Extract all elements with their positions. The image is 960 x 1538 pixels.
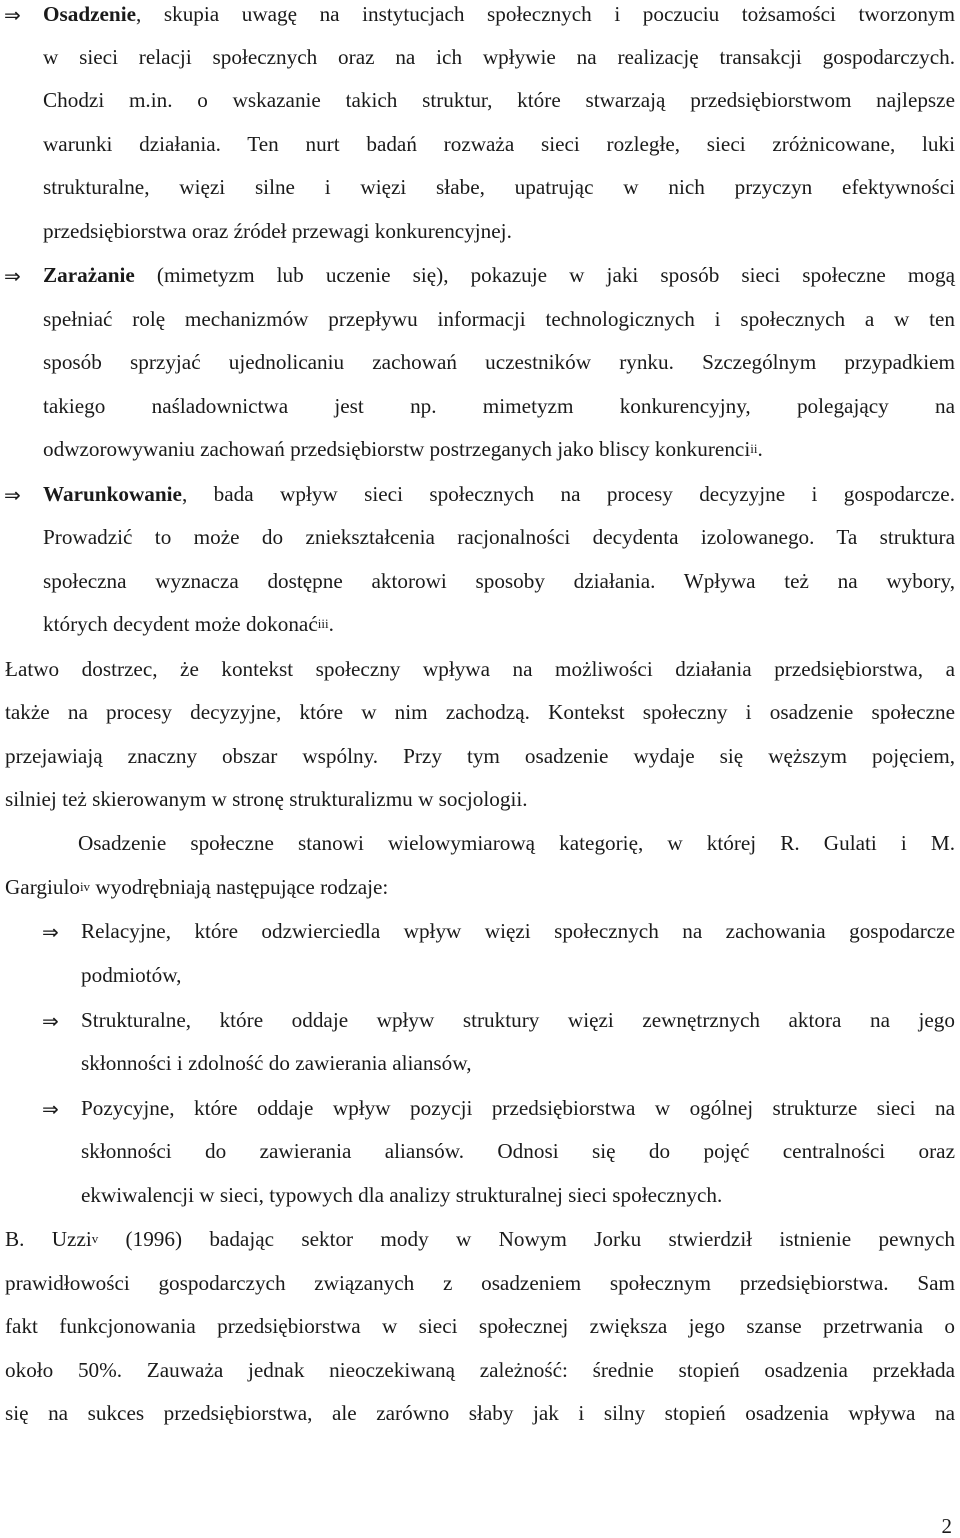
line-text: warunki działania. Ten nurt badań rozważa sieci rozległe, sieci zróżnicowane, luki xyxy=(43,132,955,156)
text-line xyxy=(43,349,955,375)
line-text: takiego naśladownictwa jest np. mimetyzm konkurencyjny, polegający na xyxy=(43,394,955,418)
line-text: strukturalne, więzi silne i więzi słabe, upatrując w nich przyczyn efektywności xyxy=(43,175,955,199)
line-text: społeczna wyznacza dostępne aktorowi sposoby działania. Wpływa też na wybory, xyxy=(43,569,955,593)
text-line xyxy=(5,786,528,812)
text-line xyxy=(81,1050,472,1076)
line-text: ekwiwalencji w sieci, typowych dla analizy strukturalnej sieci społecznych. xyxy=(81,1183,723,1207)
text-line xyxy=(81,1182,722,1208)
line-text: przedsiębiorstwa oraz źródeł przewagi konkurencyjnej. xyxy=(43,219,512,243)
line-text: Prowadzić to może do zniekształcenia racjonalności decydenta izolowanego. Ta struktura xyxy=(43,525,955,549)
line-text: Chodzi m.in. o wskazanie takich struktur, które stwarzają przedsiębiorstwom najlepsze xyxy=(43,88,955,112)
text-line xyxy=(43,481,955,507)
line-text: , skupia uwagę na instytucjach społecznych i poczuciu tożsamości tworzonym xyxy=(136,2,955,26)
text-line xyxy=(43,393,955,419)
text-line xyxy=(81,1095,955,1121)
text-line xyxy=(5,1313,955,1339)
text-line xyxy=(78,830,955,856)
bold-term: Osadzenie xyxy=(43,2,136,26)
line-text: których decydent może dokonać xyxy=(43,612,318,636)
line-text: . xyxy=(757,437,763,461)
text-line xyxy=(5,1357,955,1383)
line-text: także na procesy decyzyjne, które w nim zachodzą. Kontekst społeczny i osadzenie społeczne xyxy=(5,700,955,724)
line-text: około 50%. Zauważa jednak nieoczekiwaną zależność: średnie stopień osadzenia przekłada xyxy=(5,1358,955,1382)
text-line xyxy=(43,568,955,594)
line-text: . xyxy=(328,612,334,636)
line-text: spełniać rolę mechanizmów przepływu informacji technologicznych i społecznych a w ten xyxy=(43,307,955,331)
line-text: Relacyjne, które odzwierciedla wpływ więzi społecznych na zachowania gospodarcze xyxy=(81,919,955,943)
line-text: Gargiulo xyxy=(5,875,80,899)
line-text: , bada wpływ sieci społecznych na procesy decyzyjne i gospodarcze. xyxy=(181,482,955,506)
text-line xyxy=(43,306,955,332)
text-line xyxy=(5,874,388,900)
footnote-reference[interactable]: ii xyxy=(750,441,758,456)
text-line xyxy=(43,1,955,27)
footnote-reference[interactable]: iii xyxy=(317,616,329,631)
text-line xyxy=(81,1138,955,1164)
line-text: fakt funkcjonowania przedsiębiorstwa w sieci społecznej zwiększa jego szanse przetrwania o xyxy=(5,1314,955,1338)
line-text: odwzorowywaniu zachowań przedsiębiorstw postrzeganych jako bliscy konkurenci xyxy=(43,437,751,461)
text-line xyxy=(5,1270,955,1296)
double-arrow-bullet-icon: ⇒ xyxy=(42,920,59,944)
text-line xyxy=(5,743,955,769)
line-text: silniej też skierowanym w stronę strukturalizmu w socjologii. xyxy=(5,787,528,811)
line-text: (mimetyzm lub uczenie się), pokazuje w jaki sposób sieci społeczne mogą xyxy=(134,263,955,287)
text-line xyxy=(5,699,955,725)
text-line xyxy=(43,44,955,70)
double-arrow-bullet-icon: ⇒ xyxy=(4,3,21,27)
line-text: Strukturalne, które oddaje wpływ struktury więzi zewnętrznych aktora na jego xyxy=(81,1008,955,1032)
text-line xyxy=(81,1007,955,1033)
double-arrow-bullet-icon: ⇒ xyxy=(42,1097,59,1121)
line-text: Pozycyjne, które oddaje wpływ pozycji przedsiębiorstwa w ogólnej strukturze sieci na xyxy=(81,1096,955,1120)
double-arrow-bullet-icon: ⇒ xyxy=(4,483,21,507)
line-text: Łatwo dostrzec, że kontekst społeczny wpływa na możliwości działania przedsiębiorstwa, a xyxy=(5,657,955,681)
text-line xyxy=(5,656,955,682)
text-line xyxy=(43,611,334,637)
text-line xyxy=(5,1226,955,1252)
text-line xyxy=(81,962,181,988)
footnote-reference[interactable]: v xyxy=(91,1231,99,1246)
text-line xyxy=(43,436,763,462)
text-line xyxy=(5,1400,955,1426)
text-line xyxy=(43,87,955,113)
text-line xyxy=(43,131,955,157)
text-line xyxy=(81,918,955,944)
line-text: skłonności do zawierania aliansów. Odnosi się do pojęć centralności oraz xyxy=(81,1139,955,1163)
double-arrow-bullet-icon: ⇒ xyxy=(4,264,21,288)
line-text: przejawiają znaczny obszar wspólny. Przy tym osadzenie wydaje się węższym pojęciem, xyxy=(5,744,955,768)
footnote-reference[interactable]: iv xyxy=(79,879,91,894)
line-text: prawidłowości gospodarczych związanych z osadzeniem społecznym przedsiębiorstwa. Sam xyxy=(5,1271,955,1295)
double-arrow-bullet-icon: ⇒ xyxy=(42,1009,59,1033)
text-line xyxy=(43,218,512,244)
line-text: B. Uzzi xyxy=(5,1227,92,1251)
line-text: w sieci relacji społecznych oraz na ich wpływie na realizację transakcji gospodarczych. xyxy=(43,45,955,69)
line-text: (1996) badając sektor mody w Nowym Jorku stwierdził istnienie pewnych xyxy=(98,1227,955,1251)
text-line xyxy=(43,174,955,200)
bold-term: Warunkowanie xyxy=(43,482,182,506)
bold-term: Zarażanie xyxy=(43,263,135,287)
page-number: 2 xyxy=(941,1514,952,1538)
line-text: Osadzenie społeczne stanowi wielowymiarową kategorię, w której R. Gulati i M. xyxy=(78,831,955,855)
line-text: sposób sprzyjać ujednolicaniu zachowań uczestników rynku. Szczególnym przypadkiem xyxy=(43,350,955,374)
text-line xyxy=(43,524,955,550)
line-text: podmiotów, xyxy=(81,963,182,987)
line-text: skłonności i zdolność do zawierania aliansów, xyxy=(81,1051,472,1075)
text-line xyxy=(43,262,955,288)
line-text: się na sukces przedsiębiorstwa, ale zarówno słaby jak i silny stopień osadzenia wpływa na xyxy=(5,1401,955,1425)
line-text: wyodrębniają następujące rodzaje: xyxy=(90,875,389,899)
